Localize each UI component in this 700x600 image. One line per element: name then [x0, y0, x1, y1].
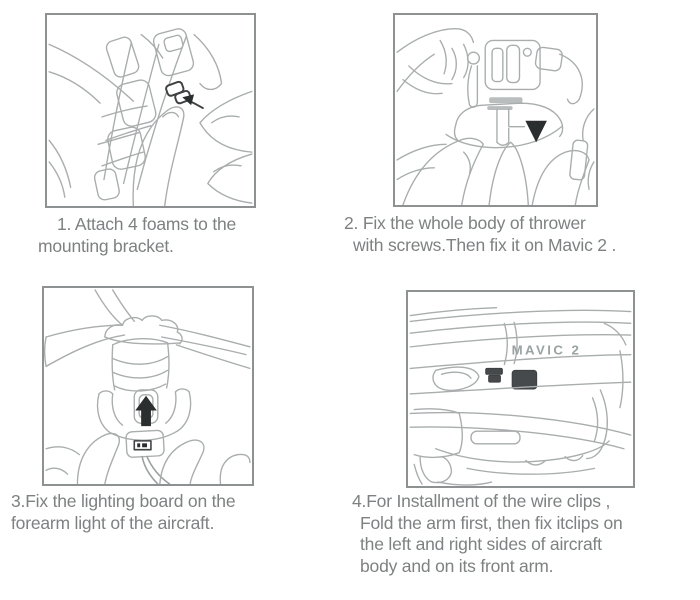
- step1-caption: [38, 214, 236, 257]
- step2-figure-panel: [393, 13, 598, 207]
- caption-line: 2. Fix the whole body of thrower: [344, 213, 586, 233]
- holding-hand-lines: [397, 29, 473, 94]
- mavic-2-body-label: MAVIC 2: [511, 342, 582, 358]
- step1-figure-panel: [45, 13, 256, 208]
- caption-line: Fold the arm first, then fix itclips on: [360, 512, 623, 533]
- step3-caption: [11, 491, 235, 534]
- mounting-bracket-lines: [93, 27, 195, 201]
- step2-caption: [344, 213, 616, 256]
- step2-illustration-screws-mavic: [395, 15, 596, 205]
- caption-line: mounting bracket.: [38, 235, 174, 256]
- aircraft-body-lines: [397, 109, 594, 205]
- step3-figure-panel: [42, 286, 254, 486]
- insert-down-arrow-icon: [525, 121, 547, 143]
- caption-line: 3.Fix the lighting board on the: [11, 491, 236, 511]
- thrower-body-lines: [485, 40, 582, 110]
- caption-line: the left and right sides of aircraft: [360, 534, 602, 554]
- caption-line: 1. Attach 4 foams to the: [57, 214, 237, 234]
- caption-line: with screws.Then fix it on Mavic 2 .: [353, 234, 617, 255]
- step4-caption: [352, 491, 623, 577]
- wire-clip-small-icon: [486, 368, 503, 382]
- caption-line: body and on its front arm.: [360, 555, 554, 576]
- screwdriver-lines: [468, 52, 480, 107]
- step4-illustration-wire-clips: [408, 292, 633, 486]
- propeller-lines: [45, 290, 250, 368]
- step4-figure-panel: [406, 290, 635, 488]
- left-sensor-pod-lines: [433, 367, 479, 390]
- step3-illustration-lighting-board: [44, 288, 252, 484]
- left-hand-lines: [49, 44, 151, 197]
- right-hand-lines: [194, 35, 252, 203]
- caption-line: forearm light of the aircraft.: [11, 512, 215, 533]
- forearm-light-motor-lines: [112, 339, 169, 391]
- step1-illustration-foams-bracket: [47, 15, 254, 206]
- connector-box: [126, 430, 165, 457]
- thumb-lines: [133, 107, 184, 206]
- caption-line: 4.For Installment of the wire clips ,: [352, 491, 611, 511]
- front-arm-lines: [414, 409, 462, 484]
- wire-lines: [142, 457, 169, 484]
